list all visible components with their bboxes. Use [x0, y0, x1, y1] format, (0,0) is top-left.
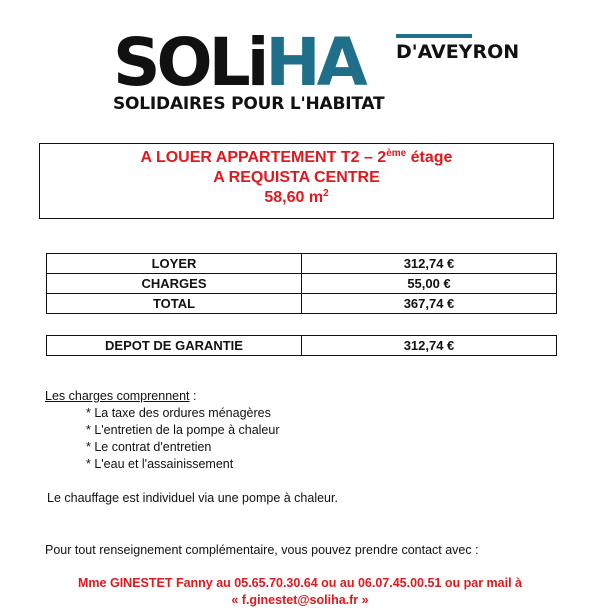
table-row: [47, 254, 557, 274]
charges-heading: [45, 388, 196, 405]
contact-email: « f.ginestet@soliha.fr »: [231, 593, 369, 607]
listing-title-line-1: [40, 148, 553, 168]
table-row: [47, 294, 557, 314]
fee-value: 367,74 €: [302, 294, 557, 314]
deposit-label: DEPOT DE GARANTIE: [47, 336, 302, 356]
heating-note: Le chauffage est individuel via une pompe à chaleur.: [47, 491, 338, 505]
table-row: [47, 274, 557, 294]
list-item: * Le contrat d'entretien: [86, 440, 212, 454]
fee-label: LOYER: [47, 254, 302, 274]
listing-area-value: 58,60 m: [264, 189, 324, 206]
listing-title-main: A LOUER APPARTEMENT T2 – 2: [140, 149, 387, 166]
logo-region: D'AVEYRON: [396, 41, 520, 63]
fee-value: 312,74 €: [302, 254, 557, 274]
logo-tagline: SOLIDAIRES POUR L'HABITAT: [113, 94, 385, 114]
charges-heading-text: Les charges comprennent: [45, 389, 190, 403]
logo-wordmark: [113, 24, 364, 101]
list-item: * L'entretien de la pompe à chaleur: [86, 423, 280, 437]
logo-word-dark: SOLi: [113, 24, 266, 101]
deposit-value: 312,74 €: [302, 336, 557, 356]
logo-region-bar: [396, 34, 472, 38]
listing-area-unit-sup: 2: [323, 188, 329, 199]
listing-title-floor-sup: ème: [386, 148, 407, 159]
listing-title-tail: étage: [406, 149, 453, 166]
list-item: * L'eau et l'assainissement: [86, 457, 234, 471]
soliha-logo: [113, 24, 523, 120]
contact-phone-line: Mme GINESTET Fanny au 05.65.70.30.64 ou au 06.07.45.00.51 ou par mail à: [78, 576, 522, 590]
fees-table: [46, 253, 557, 314]
fee-label: CHARGES: [47, 274, 302, 294]
charges-heading-suffix: :: [189, 389, 197, 403]
contact-intro: Pour tout renseignement complémentaire, vous pouvez prendre contact avec :: [45, 543, 479, 557]
contact-details: [39, 575, 561, 609]
deposit-table: [46, 335, 557, 356]
list-item: * La taxe des ordures ménagères: [86, 406, 271, 420]
table-row: [47, 336, 557, 356]
listing-title-box: [39, 143, 554, 219]
listing-location: A REQUISTA CENTRE: [213, 169, 380, 186]
charges-list: [86, 405, 280, 473]
fee-value: 55,00 €: [302, 274, 557, 294]
listing-area: [40, 188, 553, 208]
logo-word-teal: HA: [265, 24, 364, 101]
fee-label: TOTAL: [47, 294, 302, 314]
